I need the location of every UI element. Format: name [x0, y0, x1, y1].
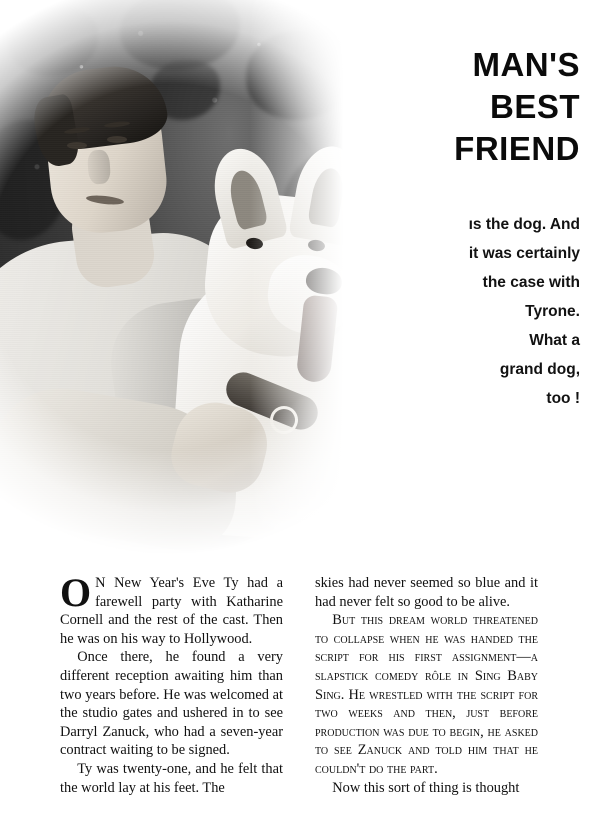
man-eye-right	[107, 136, 127, 143]
deck-line-1: ıs the dog. And	[468, 216, 580, 233]
paragraph-text: Now this sort of thing is thought	[332, 779, 520, 796]
paragraph	[315, 574, 538, 611]
article-body	[60, 570, 538, 797]
man-nose	[87, 149, 111, 184]
deck-line-2: it was certainly	[468, 245, 580, 262]
paragraph-text: Once there, he found a very different reception awaiting him than two years before. He was welcomed at the studio gates and ushered in to see Darryl Zanuck, who had a seven-year contract waiting to be signed.	[60, 649, 283, 759]
man-eye-left	[67, 142, 87, 149]
deck-line-4: Tyrone.	[525, 303, 580, 320]
paragraph	[60, 760, 283, 797]
deck-line-5: What a	[529, 332, 580, 349]
paragraph-text: But this dream world threatened to collapse when he was handed the script for his first assignment—a slapstick comedy rôle in Sing Baby Sing. He wrestled with the script for two weeks and then, just before production was due to begin, he asked to see Zanuck and told him that he couldn't do the part.	[315, 612, 538, 777]
headline-line-3: FRIEND	[454, 130, 580, 167]
article-column-left	[60, 570, 283, 797]
paragraph	[315, 779, 538, 798]
drop-cap: O	[60, 570, 92, 615]
paragraph	[60, 648, 283, 760]
paragraph-text: N New Year's Eve Ty had a farewell party with Katharine Cornell and the rest of the cast. Then he was on his way to Hollywood.	[60, 575, 283, 647]
article-column-right	[315, 574, 538, 797]
deck-line-6: grand dog,	[499, 361, 580, 378]
paragraph	[315, 611, 538, 778]
page-title	[330, 44, 580, 170]
paragraph	[60, 570, 283, 648]
paragraph-text: skies had never seemed so blue and it had never felt so good to be alive.	[315, 575, 538, 610]
paragraph-text: Ty was twenty-one, and he felt that the world lay at his feet. The	[60, 760, 283, 796]
deck-line-3: the case with	[482, 274, 580, 291]
headline-line-1: MAN'S	[472, 46, 580, 83]
deck-line-7: too !	[546, 390, 580, 407]
headline-line-2: BEST	[489, 88, 580, 125]
article-deck	[330, 210, 580, 413]
photo-man-with-dog	[0, 0, 370, 556]
